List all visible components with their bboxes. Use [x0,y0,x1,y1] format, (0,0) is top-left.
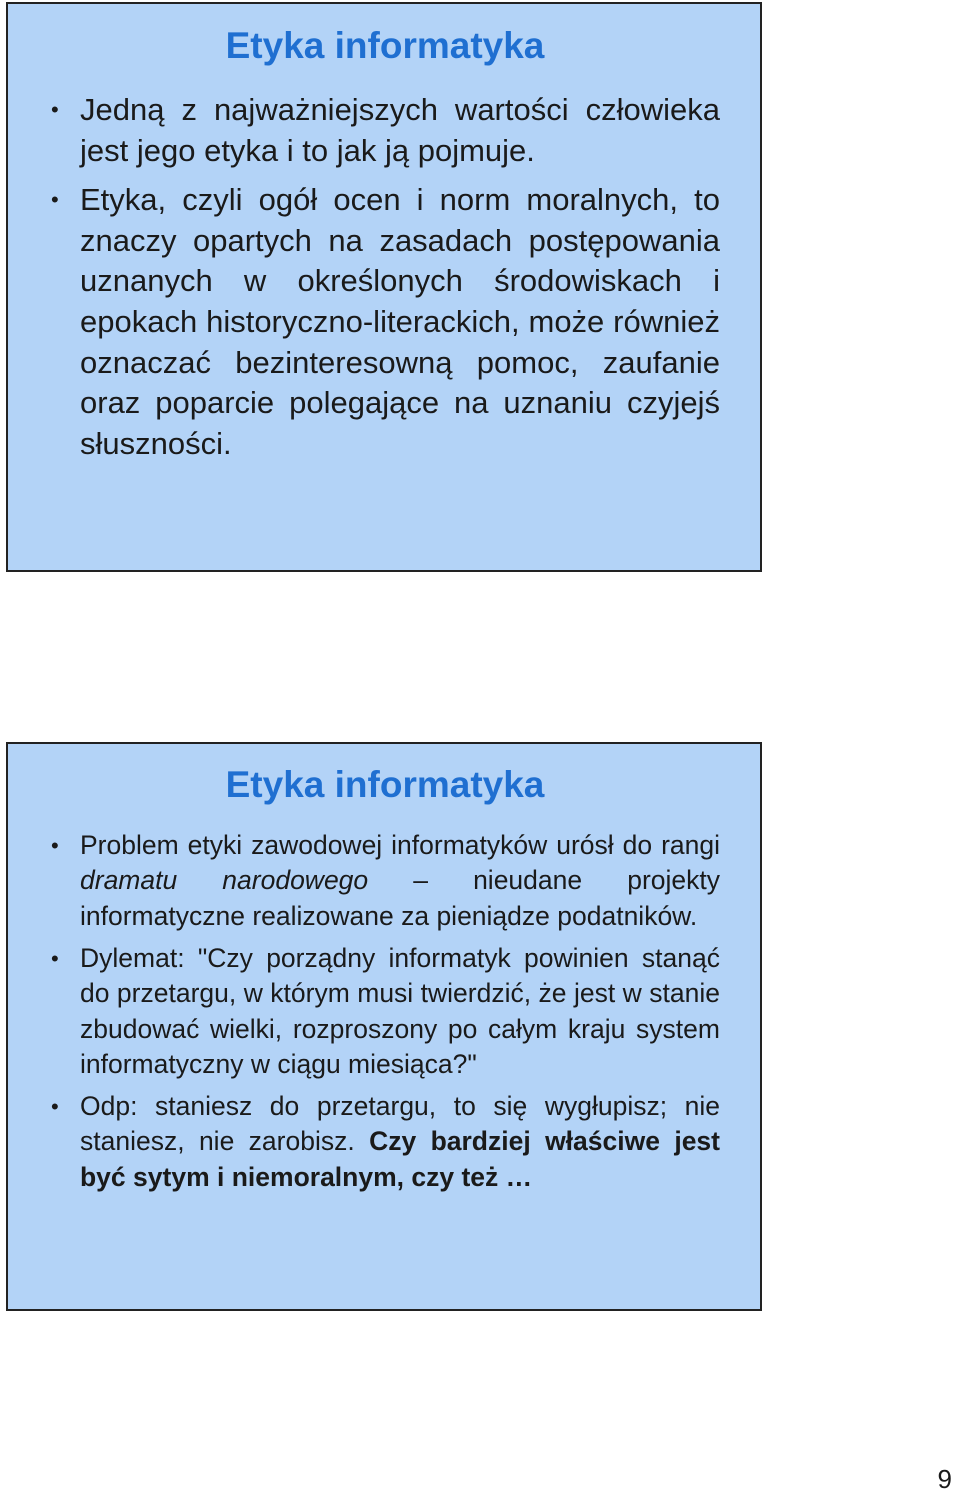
bullet-item [51,828,720,934]
bullet-text: Jedną z najważniejszych wartości człowieka jest jego etyka i to jak ją pojmuje. [80,92,720,168]
bullet-item [51,1089,720,1195]
bullet-icon: • [51,833,59,858]
bullet-icon: • [51,945,59,971]
bullet-text: Odp: staniesz do przetargu, to się wygłupisz; nie staniesz, nie zarobisz. [80,1090,720,1157]
slide-title: Etyka informatyka [225,25,545,66]
bullet-list [8,90,720,473]
slide-title: Etyka informatyka [225,764,545,805]
bullet-list [8,828,720,1202]
bullet-text-continued: – nieudane projekty informatyczne realizowane za pieniądze podatników. [80,865,720,931]
bullet-text: Dylemat: "Czy porządny informatyk powinien stanąć do przetargu, w którym musi twierdzić, że jest w stanie zbudować wielki, rozproszony po całym kraju system informatyczny w ciągu miesiąca?" [80,942,720,1079]
bullet-text: Problem etyki zawodowej informatyków urósł do rangi [80,830,720,860]
page-number: 9 [937,1464,952,1494]
bullet-item [51,90,720,171]
bullet-icon: • [51,187,59,213]
slide-1 [6,2,762,572]
bullet-item [51,941,720,1083]
bullet-text: Etyka, czyli ogół ocen i norm moralnych, to znaczy opartych na zasadach postępowania uznanych w określonych środowiskach i epokach historyczno-literackich, może również oznaczać bezinteresowną pomoc, zaufanie oraz poparcie polegające na uznaniu czyjejś słuszności. [80,182,720,461]
bullet-item [51,180,720,464]
slide-2 [6,742,762,1311]
bullet-icon: • [51,97,59,122]
bullet-icon: • [51,1093,59,1119]
italic-phrase: dramatu narodowego [80,865,369,896]
bold-question: Czy bardziej właściwe jest być sytym i niemoralnym, czy też … [80,1126,720,1192]
